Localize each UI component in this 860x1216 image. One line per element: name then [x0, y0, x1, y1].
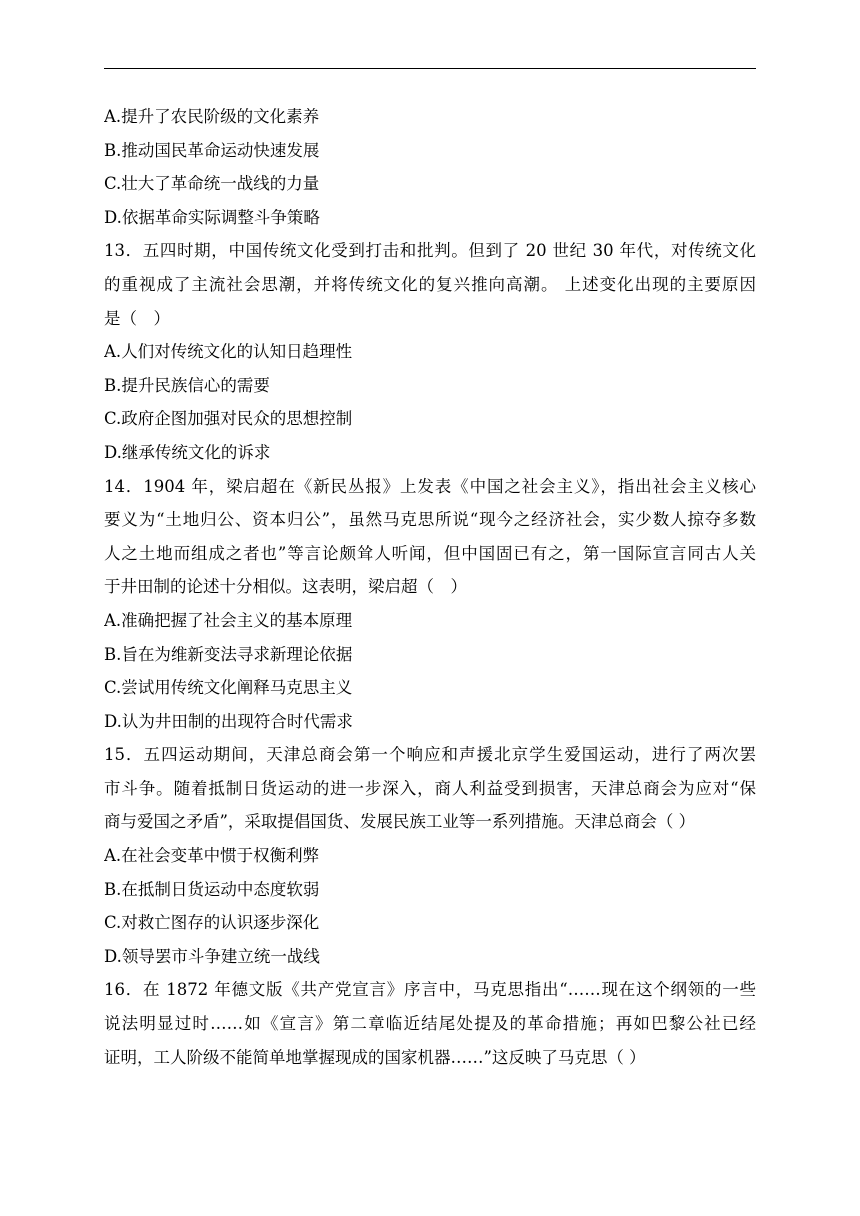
question-stem-line: 商与爱国之矛盾”，采取提倡国货、发展民族工业等一系列措施。天津总商会（ ）: [104, 812, 696, 832]
option-line: C.尝试用传统文化阐释马克思主义: [104, 678, 353, 698]
question-stem-line: 说法明显过时……如《宣言》第二章临近结尾处提及的革命措施；再如巴黎公社已经: [104, 1014, 756, 1034]
question-stem-line: 要义为“土地归公、资本归公”，虽然马克思所说“现今之经济社会，实少数人掠夺多数: [104, 510, 756, 530]
question-stem-line: 13．五四时期，中国传统文化受到打击和批判。但到了 20 世纪 30 年代，对传统文化: [104, 241, 756, 261]
question-stem-line: 人之土地而组成之者也”等言论颇耸人听闻，但中国固已有之，第一国际宣言同古人关: [104, 543, 756, 563]
question-stem-line: 于井田制的论述十分相似。这表明，梁启超（ ）: [104, 577, 467, 597]
option-line: A.准确把握了社会主义的基本原理: [104, 610, 353, 630]
document-body: [104, 100, 756, 1074]
option-line: D.依据革命实际调整斗争策略: [104, 207, 320, 227]
option-line: B.推动国民革命运动快速发展: [104, 140, 320, 160]
question-stem-line: 证明，工人阶级不能简单地掌握现成的国家机器……”这反映了马克思（ ）: [104, 1047, 646, 1067]
option-line: B.在抵制日货运动中态度软弱: [104, 879, 320, 899]
question-13: [104, 234, 756, 469]
question-14: [104, 470, 756, 739]
option-line: A.人们对传统文化的认知日趋理性: [104, 342, 353, 362]
question-stem-line: 16．在 1872 年德文版《共产党宣言》序言中，马克思指出“……现在这个纲领的一些: [104, 980, 756, 1000]
option-line: D.认为井田制的出现符合时代需求: [104, 711, 353, 731]
question-stem-line: 是（ ）: [104, 308, 170, 328]
question-stem-line: 的重视成了主流社会思潮，并将传统文化的复兴推向高潮。 上述变化出现的主要原因: [104, 274, 756, 294]
option-line: D.领导罢市斗争建立统一战线: [104, 946, 320, 966]
option-line: B.提升民族信心的需要: [104, 375, 270, 395]
question-stem-line: 15．五四运动期间，天津总商会第一个响应和声援北京学生爱国运动，进行了两次罢: [104, 745, 756, 765]
option-line: A.在社会变革中惯于权衡利弊: [104, 846, 320, 866]
question-16: [104, 973, 756, 1074]
option-line: D.继承传统文化的诉求: [104, 442, 271, 462]
option-line: C.政府企图加强对民众的思想控制: [104, 409, 353, 429]
option-line: B.旨在为维新变法寻求新理论依据: [104, 644, 353, 664]
option-line: A.提升了农民阶级的文化素养: [104, 107, 320, 126]
question-stem-line: 14．1904 年，梁启超在《新民丛报》上发表《中国之社会主义》，指出社会主义核心: [104, 476, 756, 496]
header-rule: [104, 68, 756, 69]
option-line: C.对救亡图存的认识逐步深化: [104, 913, 320, 933]
question-stem-line: 市斗争。随着抵制日货运动的进一步深入，商人利益受到损害，天津总商会为应对“保: [104, 778, 756, 798]
option-line: C.壮大了革命统一战线的力量: [104, 174, 320, 194]
question-15: [104, 738, 756, 973]
